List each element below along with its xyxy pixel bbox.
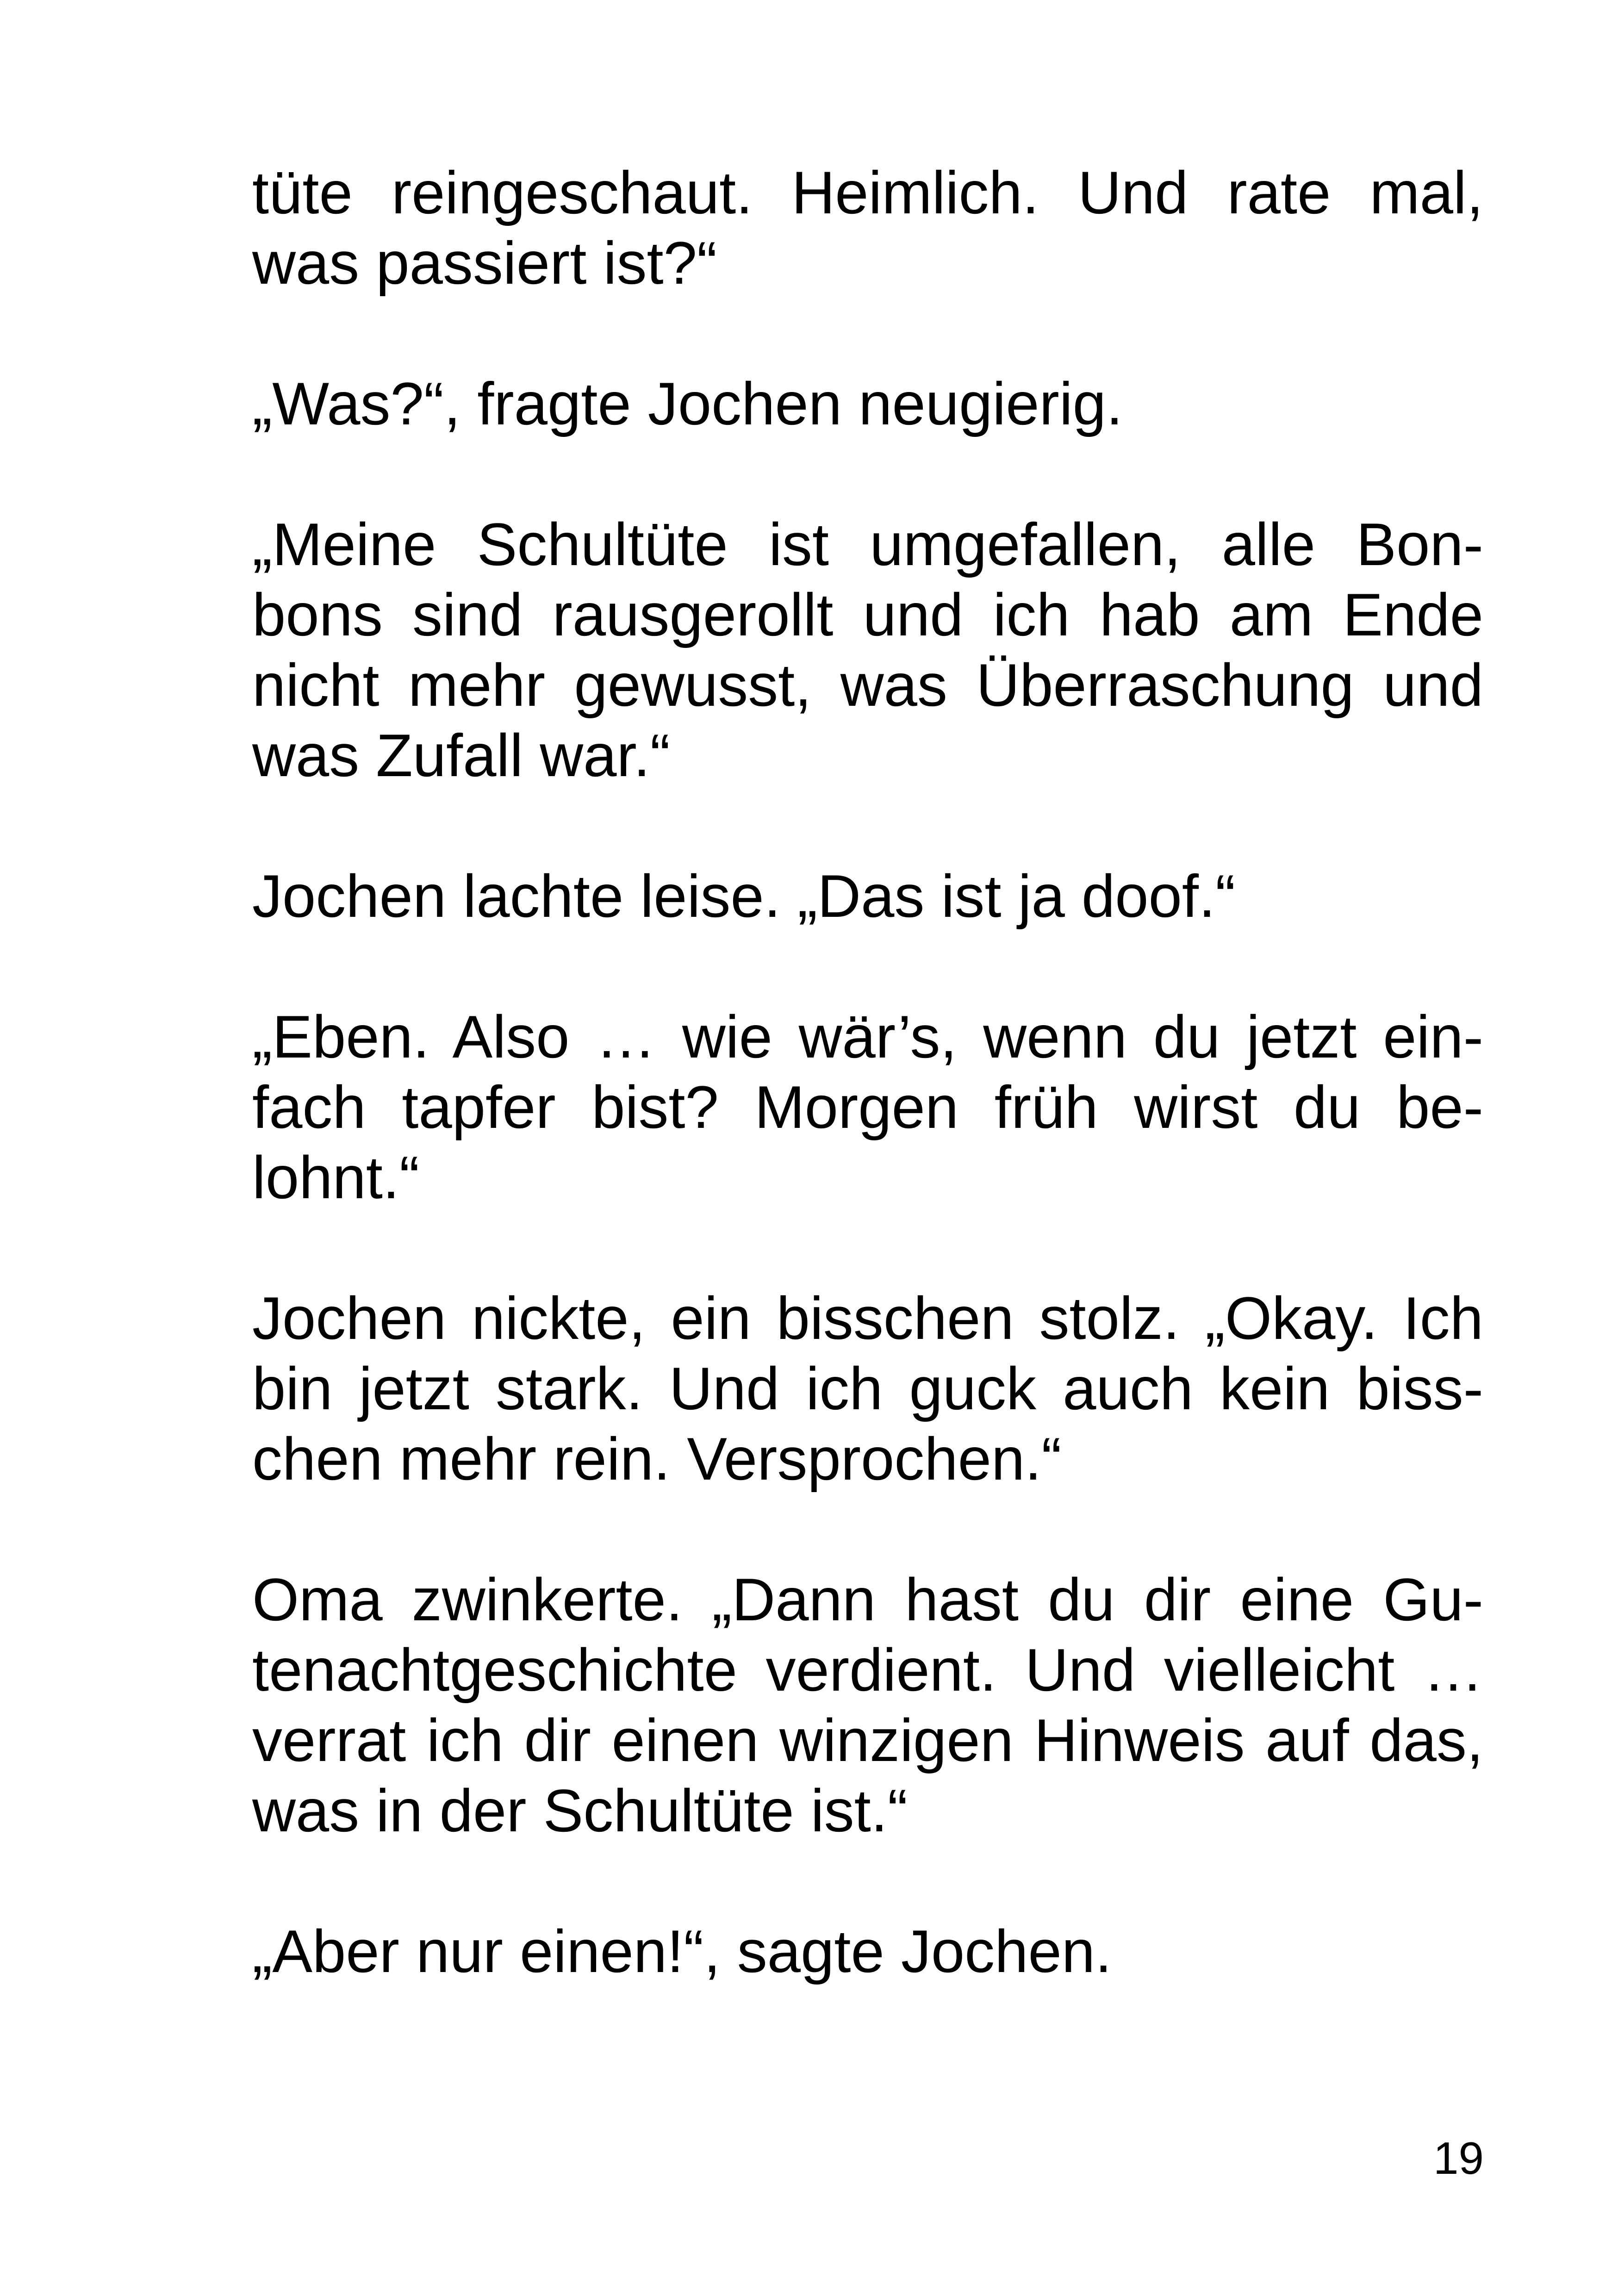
paragraph — [252, 1002, 1483, 1213]
text-line: „Aber nur einen!“, sagte Jochen. — [252, 1917, 1112, 1985]
text-line: Jochen nickte, ein bisschen stolz. „Okay. Ich — [252, 1284, 1483, 1352]
paragraph — [252, 1916, 1483, 1986]
text-line: fach tapfer bist? Morgen früh wirst du be- — [252, 1073, 1483, 1141]
text-line: „Was?“, fragte Jochen neugierig. — [252, 370, 1123, 437]
paragraph — [252, 509, 1483, 790]
text-line: Oma zwinkerte. „Dann hast du dir eine Gu- — [252, 1566, 1483, 1633]
text-line: tüte reingeschaut. Heimlich. Und rate mal, — [252, 159, 1483, 226]
paragraph — [252, 157, 1483, 298]
paragraph — [252, 861, 1483, 931]
text-line: nicht mehr gewusst, was Überraschung und — [252, 651, 1483, 719]
body-text — [252, 157, 1483, 1986]
paragraph — [252, 1283, 1483, 1494]
text-line: Jochen lachte leise. „Das ist ja doof.“ — [252, 862, 1236, 930]
text-line: „Meine Schultüte ist umgefallen, alle Bon- — [252, 510, 1483, 578]
paragraph — [252, 368, 1483, 439]
text-line: was Zufall war.“ — [252, 722, 671, 789]
text-line: chen mehr rein. Versprochen.“ — [252, 1425, 1062, 1493]
text-line: was passiert ist?“ — [252, 229, 717, 297]
text-line: verrat ich dir einen winzigen Hinweis auf das, — [252, 1706, 1483, 1774]
text-line: bin jetzt stark. Und ich guck auch kein biss- — [252, 1355, 1483, 1422]
text-line: lohnt.“ — [252, 1144, 420, 1211]
page-number: 19 — [1433, 2133, 1484, 2184]
text-line: „Eben. Also … wie wär’s, wenn du jetzt ein- — [252, 1003, 1483, 1070]
text-line: tenachtgeschichte verdient. Und vielleicht … — [252, 1636, 1483, 1704]
paragraph — [252, 1564, 1483, 1846]
text-line: bons sind rausgerollt und ich hab am Ende — [252, 581, 1483, 648]
text-line: was in der Schultüte ist.“ — [252, 1777, 908, 1844]
